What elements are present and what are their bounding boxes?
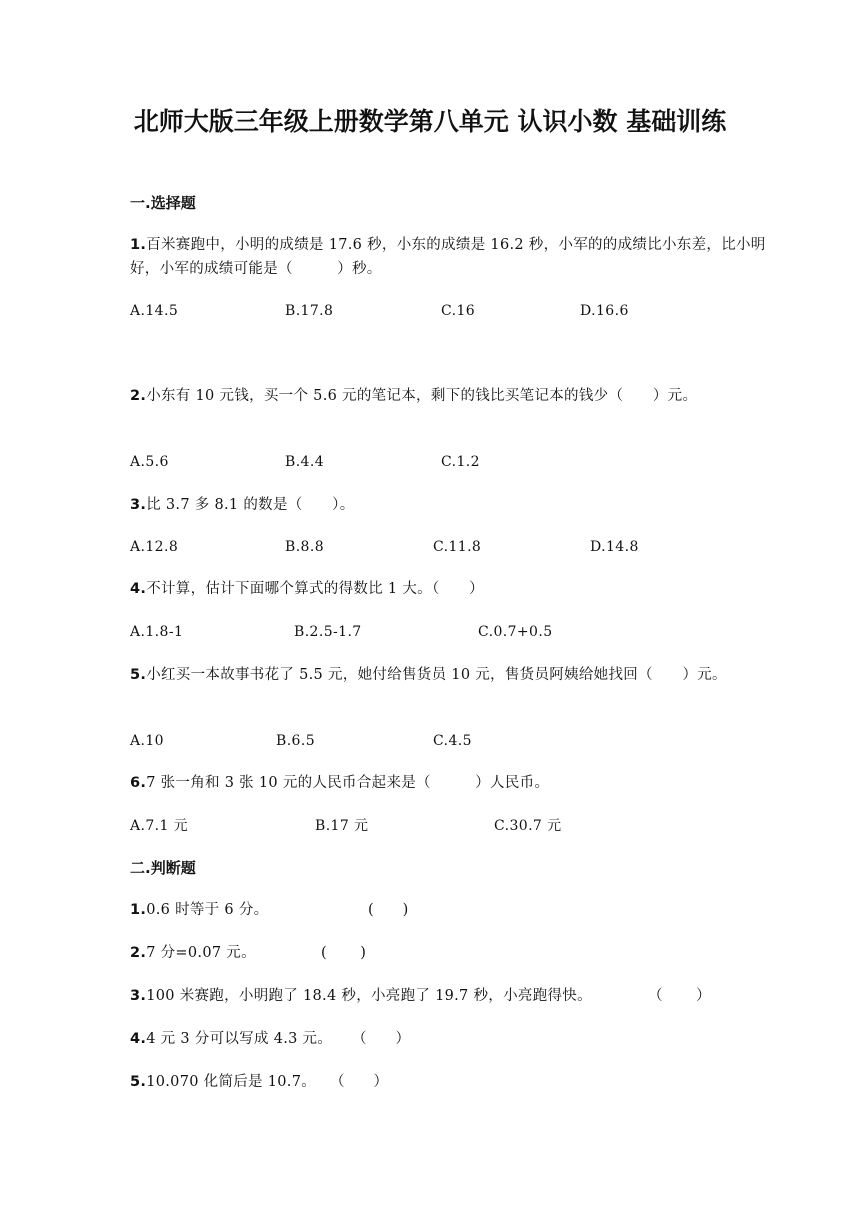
answer-blank: ( ) bbox=[321, 945, 366, 961]
option-b: B.2.5-1.7 bbox=[294, 624, 362, 640]
judge-question-5 bbox=[130, 1071, 316, 1093]
option-a: A.10 bbox=[130, 733, 164, 749]
choice-question-1 bbox=[130, 233, 770, 281]
question-number: 2. bbox=[130, 945, 147, 961]
question-text: 百米赛跑中，小明的成绩是 17.6 秒，小东的成绩是 16.2 秒，小军的的成绩比小东差，比小明好，小军的成绩可能是（ ）秒。 bbox=[130, 237, 766, 277]
question-text: 比 3.7 多 8.1 的数是（ ）。 bbox=[146, 497, 355, 513]
option-c: C.4.5 bbox=[433, 733, 472, 749]
option-b: B.6.5 bbox=[276, 733, 316, 749]
question-number: 4. bbox=[130, 1031, 147, 1047]
question-text: 10.070 化简后是 10.7。 bbox=[146, 1074, 317, 1090]
judge-question-2 bbox=[130, 942, 256, 964]
section-header-judge: 二.判断题 bbox=[130, 859, 196, 877]
option-d: D.16.6 bbox=[580, 303, 629, 319]
question-text: 不计算，估计下面哪个算式的得数比 1 大。（ ） bbox=[146, 581, 484, 597]
option-a: A.5.6 bbox=[130, 454, 169, 470]
question-number: 2. bbox=[130, 388, 147, 404]
question-number: 4. bbox=[130, 581, 147, 597]
option-c: C.0.7+0.5 bbox=[478, 624, 553, 640]
option-c: C.30.7 元 bbox=[494, 818, 562, 834]
option-c: C.11.8 bbox=[433, 539, 482, 555]
judge-question-1 bbox=[130, 899, 268, 921]
question-number: 5. bbox=[130, 1074, 147, 1090]
answer-blank: （ ） bbox=[352, 1031, 410, 1047]
choice-question-5 bbox=[130, 663, 770, 687]
choice-question-2 bbox=[130, 384, 770, 408]
question-text: 7 张一角和 3 张 10 元的人民币合起来是（ ）人民币。 bbox=[146, 775, 550, 791]
answer-blank: （ ） bbox=[330, 1074, 388, 1090]
choice-question-6 bbox=[130, 771, 770, 795]
option-a: A.12.8 bbox=[130, 539, 179, 555]
option-b: B.17.8 bbox=[285, 303, 334, 319]
section-header-choice: 一.选择题 bbox=[130, 194, 196, 212]
judge-question-3 bbox=[130, 985, 592, 1007]
judge-question-4 bbox=[130, 1028, 332, 1050]
choice-question-3 bbox=[130, 493, 770, 517]
question-number: 6. bbox=[130, 775, 147, 791]
option-d: D.14.8 bbox=[590, 539, 639, 555]
answer-blank: ( ) bbox=[368, 902, 409, 918]
question-number: 1. bbox=[130, 237, 147, 253]
question-text: 0.6 时等于 6 分。 bbox=[146, 902, 269, 918]
option-a: A.1.8-1 bbox=[130, 624, 184, 640]
question-text: 100 米赛跑，小明跑了 18.4 秒，小亮跑了 19.7 秒，小亮跑得快。 bbox=[146, 988, 592, 1004]
option-b: B.8.8 bbox=[285, 539, 325, 555]
page-title: 北师大版三年级上册数学第八单元 认识小数 基础训练 bbox=[133, 107, 727, 136]
option-b: B.17 元 bbox=[315, 818, 369, 834]
question-text: 4 元 3 分可以写成 4.3 元。 bbox=[146, 1031, 333, 1047]
option-b: B.4.4 bbox=[285, 454, 325, 470]
question-number: 3. bbox=[130, 497, 147, 513]
choice-question-4 bbox=[130, 577, 770, 601]
answer-blank: （ ） bbox=[648, 988, 711, 1004]
option-c: C.1.2 bbox=[441, 454, 480, 470]
question-text: 7 分=0.07 元。 bbox=[146, 945, 256, 961]
option-c: C.16 bbox=[441, 303, 476, 319]
question-number: 3. bbox=[130, 988, 147, 1004]
question-number: 5. bbox=[130, 667, 147, 683]
question-text: 小红买一本故事书花了 5.5 元，她付给售货员 10 元，售货员阿姨给她找回（ ）元。 bbox=[146, 667, 727, 683]
question-text: 小东有 10 元钱，买一个 5.6 元的笔记本，剩下的钱比买笔记本的钱少（ ）元。 bbox=[146, 388, 698, 404]
option-a: A.14.5 bbox=[130, 303, 179, 319]
option-a: A.7.1 元 bbox=[130, 818, 189, 834]
question-number: 1. bbox=[130, 902, 147, 918]
